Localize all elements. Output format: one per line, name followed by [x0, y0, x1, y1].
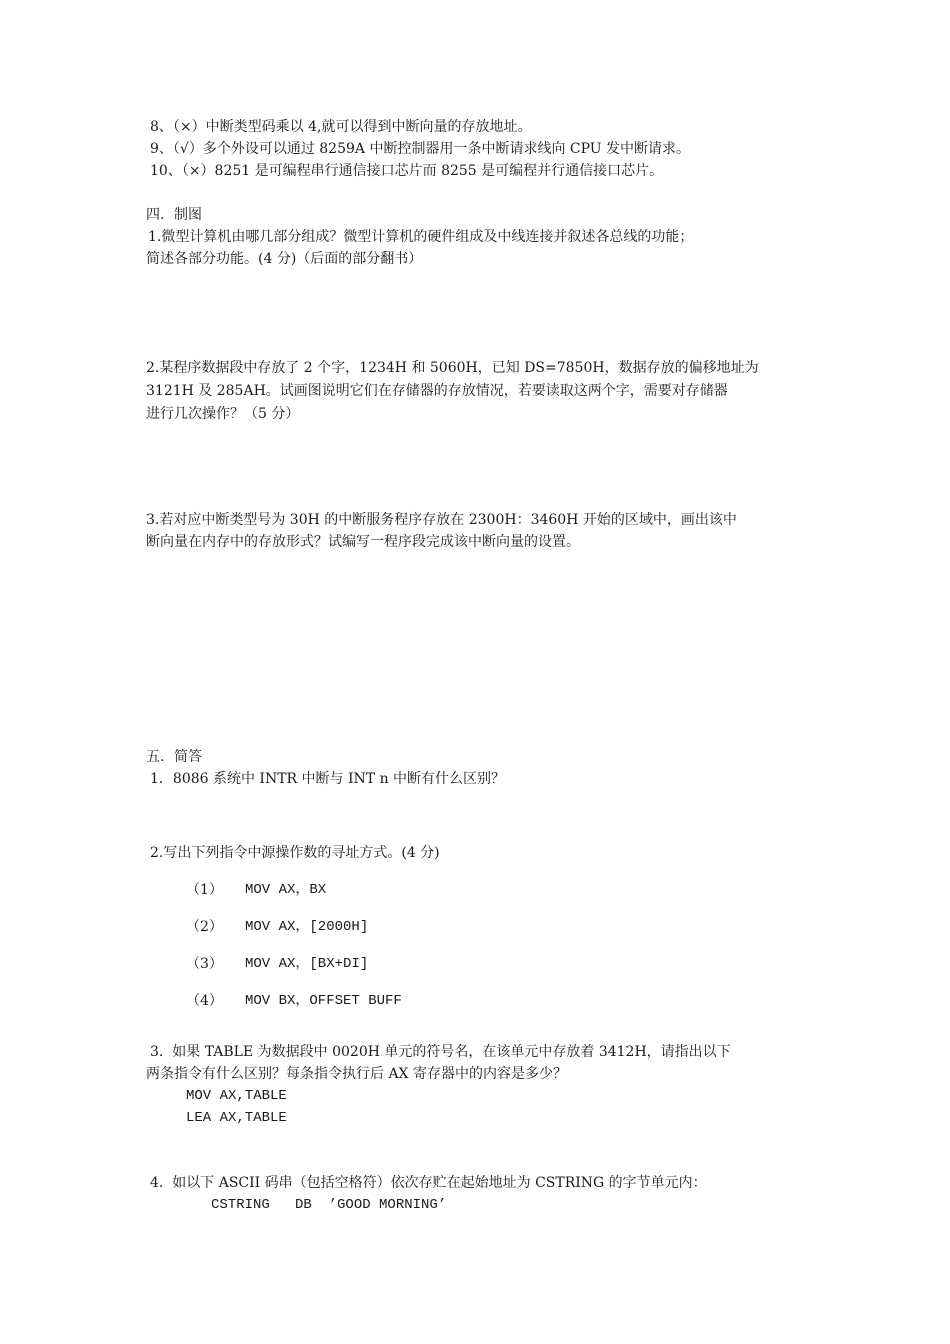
section-5-q3-line1: 3. 如果 TABLE 为数据段中 0020H 单元的符号名，在该单元中存放着 3412H，请指出以下 — [150, 1044, 731, 1060]
judgement-item-9: 9、（√）多个外设可以通过 8259A 中断控制器用一条中断请求线向 CPU 发中断请求。 — [150, 141, 691, 157]
addressing-item-number: （1） — [186, 882, 223, 898]
section-4-q3-line1: 3.若对应中断类型号为 30H 的中断服务程序存放在 2300H：3460H 开始的区域中，画出该中 — [146, 512, 737, 528]
section-5-q3-code-mov: MOV AX,TABLE — [186, 1088, 287, 1104]
section-5-q1: 1．8086 系统中 INTR 中断与 INT n 中断有什么区别？ — [150, 771, 506, 787]
addressing-item-number: （3） — [186, 956, 223, 972]
section-5-q3-code-lea: LEA AX,TABLE — [186, 1110, 287, 1126]
addressing-item-code: MOV AX，[2000H] — [245, 919, 369, 935]
section-4-q1-line2: 简述各部分功能。(4 分)（后面的部分翻书） — [146, 251, 423, 267]
addressing-item-code: MOV AX，[BX+DI] — [245, 956, 369, 972]
addressing-item-code: MOV AX，BX — [245, 882, 327, 898]
section-5-heading: 五．简答 — [146, 749, 202, 765]
section-5-q4-line1: 4. 如以下 ASCII 码串（包括空格符）依次存贮在起始地址为 CSTRING 的字节单元内： — [150, 1175, 707, 1191]
section-4-q1-line1: 1.微型计算机由哪几部分组成？微型计算机的硬件组成及中线连接并叙述各总线的功能； — [148, 229, 694, 245]
section-5-q4-code: CSTRING DB ’GOOD MORNING’ — [211, 1197, 447, 1213]
section-4-q2-line3: 进行几次操作？（5 分） — [146, 406, 300, 422]
section-4-q2-line2: 3121H 及 285AH。试画图说明它们在存储器的存放情况，若要读取这两个字，需要对存储器 — [146, 383, 728, 399]
judgement-item-8: 8、（×）中断类型码乘以 4,就可以得到中断向量的存放地址。 — [150, 119, 532, 135]
section-5-q2-title: 2.写出下列指令中源操作数的寻址方式。(4 分) — [150, 845, 440, 861]
addressing-item-number: （4） — [186, 993, 223, 1009]
addressing-item-code: MOV BX，OFFSET BUFF — [245, 993, 402, 1009]
addressing-item-number: （2） — [186, 919, 223, 935]
section-4-q3-line2: 断向量在内存中的存放形式？试编写一程序段完成该中断向量的设置。 — [146, 534, 580, 550]
section-5-q3-line2: 两条指令有什么区别？每条指令执行后 AX 寄存器中的内容是多少？ — [146, 1066, 567, 1082]
judgement-item-10: 10、（×）8251 是可编程串行通信接口芯片而 8255 是可编程并行通信接口芯片。 — [150, 163, 664, 179]
section-4-heading: 四．制图 — [146, 207, 202, 223]
section-4-q2-line1: 2.某程序数据段中存放了 2 个字，1234H 和 5060H，已知 DS=7850H，数据存放的偏移地址为 — [146, 360, 759, 376]
